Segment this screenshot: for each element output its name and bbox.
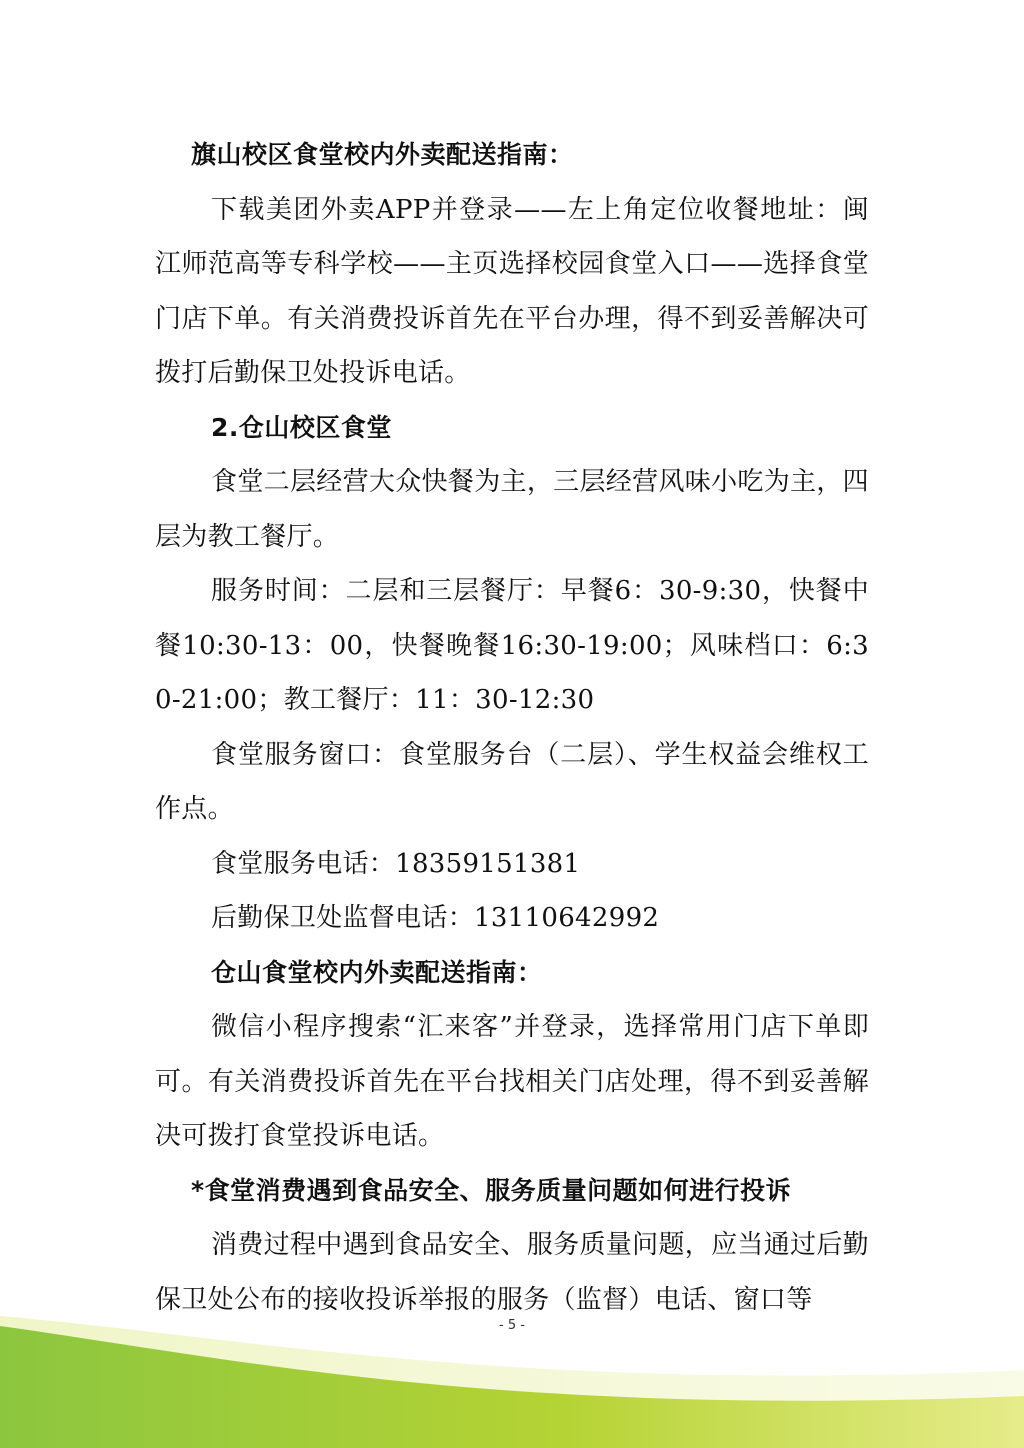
page-number: - 5 -: [499, 1318, 525, 1333]
heading-complaint-guide: *食堂消费遇到食品安全、服务质量问题如何进行投诉: [191, 1175, 792, 1205]
paragraph-service-hours: 服务时间：二层和三层餐厅：早餐6：30-9:30，快餐中餐10:30-13：00，快餐晚餐16:30-19:00；风味档口：6:30-21:00；教工餐厅：11：30-12:30: [155, 576, 869, 715]
paragraph-qishan-delivery-steps: 下载美团外卖APP并登录——左上角定位收餐地址：闽江师范高等专科学校——主页选择校园食堂入口——选择食堂门店下单。有关消费投诉首先在平台办理，得不到妥善解决可拨打后勤保卫处投诉电话。: [155, 194, 869, 388]
paragraph-service-window: 食堂服务窗口：食堂服务台（二层）、学生权益会维权工作点。: [155, 739, 869, 824]
heading-qishan-delivery-guide: 旗山校区食堂校内外卖配送指南：: [191, 140, 574, 169]
paragraph-cangshan-floors: 食堂二层经营大众快餐为主，三层经营风味小吃为主，四层为教工餐厅。: [155, 467, 869, 552]
document-body: [155, 128, 869, 1327]
paragraph-supervision-phone: 后勤保卫处监督电话：13110642992: [211, 903, 660, 933]
paragraph-cangshan-delivery-steps: 微信小程序搜索“汇来客”并登录，选择常用门店下单即可。有关消费投诉首先在平台找相关门店处理，得不到妥善解决可拨打食堂投诉电话。: [155, 1012, 869, 1151]
heading-cangshan-canteen: 2.仓山校区食堂: [211, 412, 392, 442]
paragraph-service-phone: 食堂服务电话：18359151381: [211, 848, 581, 879]
paragraph-complaint-channels: 消费过程中遇到食品安全、服务质量问题，应当通过后勤保卫处公布的接收投诉举报的服务（监督）电话、窗口等: [155, 1230, 869, 1315]
heading-cangshan-delivery-guide: 仓山食堂校内外卖配送指南：: [211, 957, 543, 987]
